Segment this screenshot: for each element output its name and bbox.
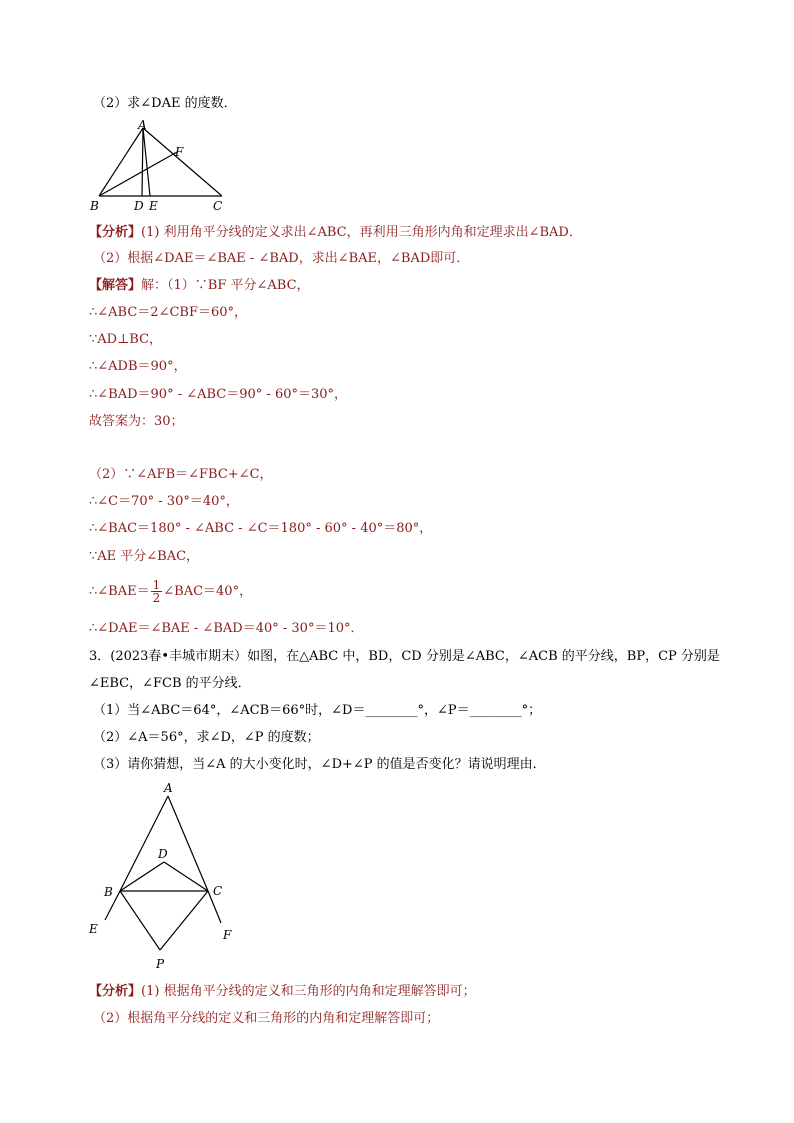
solution-1-line: ∴∠ABC＝2∠CBF＝60°， — [89, 305, 248, 320]
analysis-1-line-1 — [89, 225, 582, 241]
label-c: C — [213, 884, 223, 898]
segment-ac — [143, 128, 222, 196]
solution-2-line: ∴∠C＝70° - 30°＝40°， — [89, 494, 239, 509]
solution-2-line: ∴∠BAC＝180° - ∠ABC - ∠C＝180° - 60° - 40°＝80°， — [89, 521, 433, 536]
solution-2-last: ∴∠DAE＝∠BAE - ∠BAD＝40° - 30°＝10°． — [89, 621, 364, 636]
segment-ab — [120, 796, 168, 891]
label-e: E — [89, 922, 98, 936]
label-a: A — [164, 781, 173, 795]
q3-sub-2: （2）∠A＝56°，求∠D，∠P 的度数； — [93, 730, 320, 745]
label-f: F — [223, 928, 232, 942]
segment-bp — [120, 891, 160, 950]
label-d: D — [158, 847, 168, 861]
segment-bd — [120, 862, 164, 891]
solution-2-line: （2）∵∠AFB＝∠FBC+∠C， — [89, 467, 273, 482]
analysis-2-text: (1) 根据角平分线的定义和三角形的内角和定理解答即可； — [141, 984, 476, 999]
solution-1-line: ∴∠ADB＝90°， — [89, 359, 187, 374]
analysis-1-line-2: （2）根据∠DAE＝∠BAE - ∠BAD，求出∠BAE，∠BAD即可． — [93, 251, 470, 266]
solution-1-line: ∴∠BAD＝90° - ∠ABC＝90° - 60°＝30°， — [89, 387, 348, 402]
solution-tag: 【解答】 — [89, 278, 142, 293]
analysis-2-line-2: （2）根据角平分线的定义和三角形的内角和定理解答即可； — [93, 1011, 440, 1026]
label-f: F — [175, 145, 184, 159]
segment-ac — [168, 796, 208, 891]
fraction-one-half — [151, 579, 163, 604]
analysis-tag: 【分析】 — [89, 984, 142, 999]
fraction-denominator: 2 — [152, 591, 161, 605]
figure-triangle-abc-2 — [84, 778, 254, 978]
fraction-prefix: ∴∠BAE＝ — [89, 584, 150, 599]
figure-triangle-abc-1 — [86, 118, 246, 216]
segment-cp — [160, 891, 208, 950]
q3-line-2: ∠EBC，∠FCB 的平分线． — [89, 676, 251, 691]
fraction-numerator: 1 — [152, 578, 161, 592]
segment-ad — [142, 128, 143, 196]
segment-bf — [99, 152, 177, 196]
solution-2-fraction-line — [89, 578, 252, 606]
label-c: C — [213, 199, 223, 213]
label-d: D — [134, 199, 144, 213]
q3-sub-1: （1）当∠ABC＝64°，∠ACB＝66°时，∠D＝________°，∠P＝________°； — [93, 703, 542, 718]
q3-line-1: 3．(2023春•丰城市期末）如图，在△ABC 中，BD，CD 分别是∠ABC，∠ACB 的平分线，BP，CP 分别是 — [89, 649, 720, 664]
segment-ae — [143, 128, 150, 196]
solution-2-line: ∵AE 平分∠BAC， — [89, 549, 200, 564]
solution-1-first-text: 解：（1）∵BF 平分∠ABC， — [141, 278, 310, 293]
q3-sub-3: （3）请你猜想，当∠A 的大小变化时，∠D+∠P 的值是否变化？请说明理由． — [93, 757, 546, 772]
solution-1-line: ∵AD⊥BC， — [89, 332, 163, 347]
label-a: A — [138, 118, 147, 132]
solution-1-first — [89, 278, 310, 294]
analysis-1-text: (1) 利用角平分线的定义求出∠ABC，再利用三角形内角和定理求出∠BAD． — [141, 225, 582, 240]
analysis-tag: 【分析】 — [89, 225, 142, 240]
analysis-2-line-1 — [89, 984, 476, 1000]
fraction-suffix: ∠BAC＝40°， — [163, 584, 253, 599]
label-e: E — [149, 199, 158, 213]
label-p: P — [156, 957, 165, 971]
label-b: B — [90, 199, 99, 213]
label-b: B — [104, 885, 113, 899]
q2-part2-prompt: （2）求∠DAE 的度数． — [93, 96, 237, 111]
segment-ab — [99, 128, 143, 196]
solution-1-line: 故答案为：30； — [89, 414, 184, 429]
